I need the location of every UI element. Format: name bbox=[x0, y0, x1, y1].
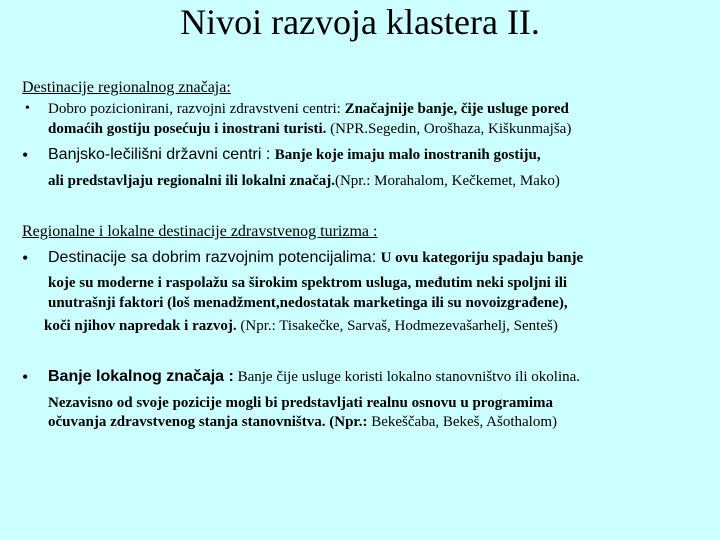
item-text-bold: koje su moderne i raspolažu sa širokim spektrom usluga, međutim neki spoljni ili bbox=[48, 275, 568, 291]
item-line bbox=[48, 145, 541, 165]
item-line bbox=[48, 99, 569, 119]
item-text-bold: koči njihov napredak i razvoj. bbox=[44, 318, 237, 334]
slide-title: Nivoi razvoja klastera II. bbox=[180, 2, 540, 42]
item-text-bold: unutrašnji faktori (loš menadžment,nedostatak marketinga ili su novoizgrađene), bbox=[48, 295, 568, 311]
item-text: (Npr.: Tisakečke, Sarvaš, Hodmezevašarhelj, Senteš) bbox=[236, 318, 558, 334]
item-line bbox=[48, 119, 571, 139]
item-text-bold: Banje koje imaju malo inostranih gostiju, bbox=[274, 147, 541, 163]
bullet: • bbox=[22, 248, 29, 268]
item-text-bold: očuvanja zdravstvenog stanja stanovništva. bbox=[48, 414, 326, 430]
item-line bbox=[48, 248, 583, 268]
item-text: Banje čije usluge koristi lokalno stanovništvo ili okolina. bbox=[233, 369, 581, 385]
item-text-bold: domaćih gostiju posećuju i inostrani turisti. bbox=[48, 121, 327, 137]
item-text-bold: Banje lokalnog značaja : bbox=[48, 368, 234, 385]
item-line bbox=[44, 316, 558, 336]
item-text: (NPR.Segedin, Orošhaza, Kiškunmajša) bbox=[326, 121, 572, 137]
item-line bbox=[48, 171, 560, 191]
item-text: Dobro pozicionirani, razvojni zdravstveni centri: bbox=[48, 101, 345, 117]
item-text: Destinacije sa dobrim razvojnim potencijalima: bbox=[48, 249, 381, 266]
item-line bbox=[48, 393, 553, 413]
item-line bbox=[48, 293, 568, 313]
item-text-bold: (Npr.: bbox=[325, 414, 372, 430]
item-line bbox=[48, 412, 557, 432]
bullet: • bbox=[22, 367, 29, 387]
section-heading-regional: Destinacije regionalnog značaja: bbox=[22, 79, 231, 96]
item-line bbox=[48, 273, 567, 293]
item-text-bold: U ovu kategoriju spadaju banje bbox=[380, 250, 584, 266]
bullet: • bbox=[25, 101, 30, 116]
item-text: Banjsko-lečilišni državni centri : bbox=[48, 146, 275, 163]
bullet: • bbox=[22, 145, 29, 165]
item-text-bold: Nezavisno od svoje pozicije mogli bi predstavljati realnu osnovu u programima bbox=[48, 395, 554, 411]
section-heading-local: Regionalne i lokalne destinacije zdravstvenog turizma : bbox=[22, 223, 378, 240]
item-text-bold: ali predstavljaju regionalni ili lokalni značaj. bbox=[48, 173, 335, 189]
item-line bbox=[48, 367, 580, 387]
item-text: Bekeščaba, Bekeš, Ašothalom) bbox=[371, 414, 558, 430]
item-text: (Npr.: Morahalom, Kečkemet, Mako) bbox=[334, 173, 560, 189]
item-text-bold: Značajnije banje, čije usluge pored bbox=[344, 101, 569, 117]
